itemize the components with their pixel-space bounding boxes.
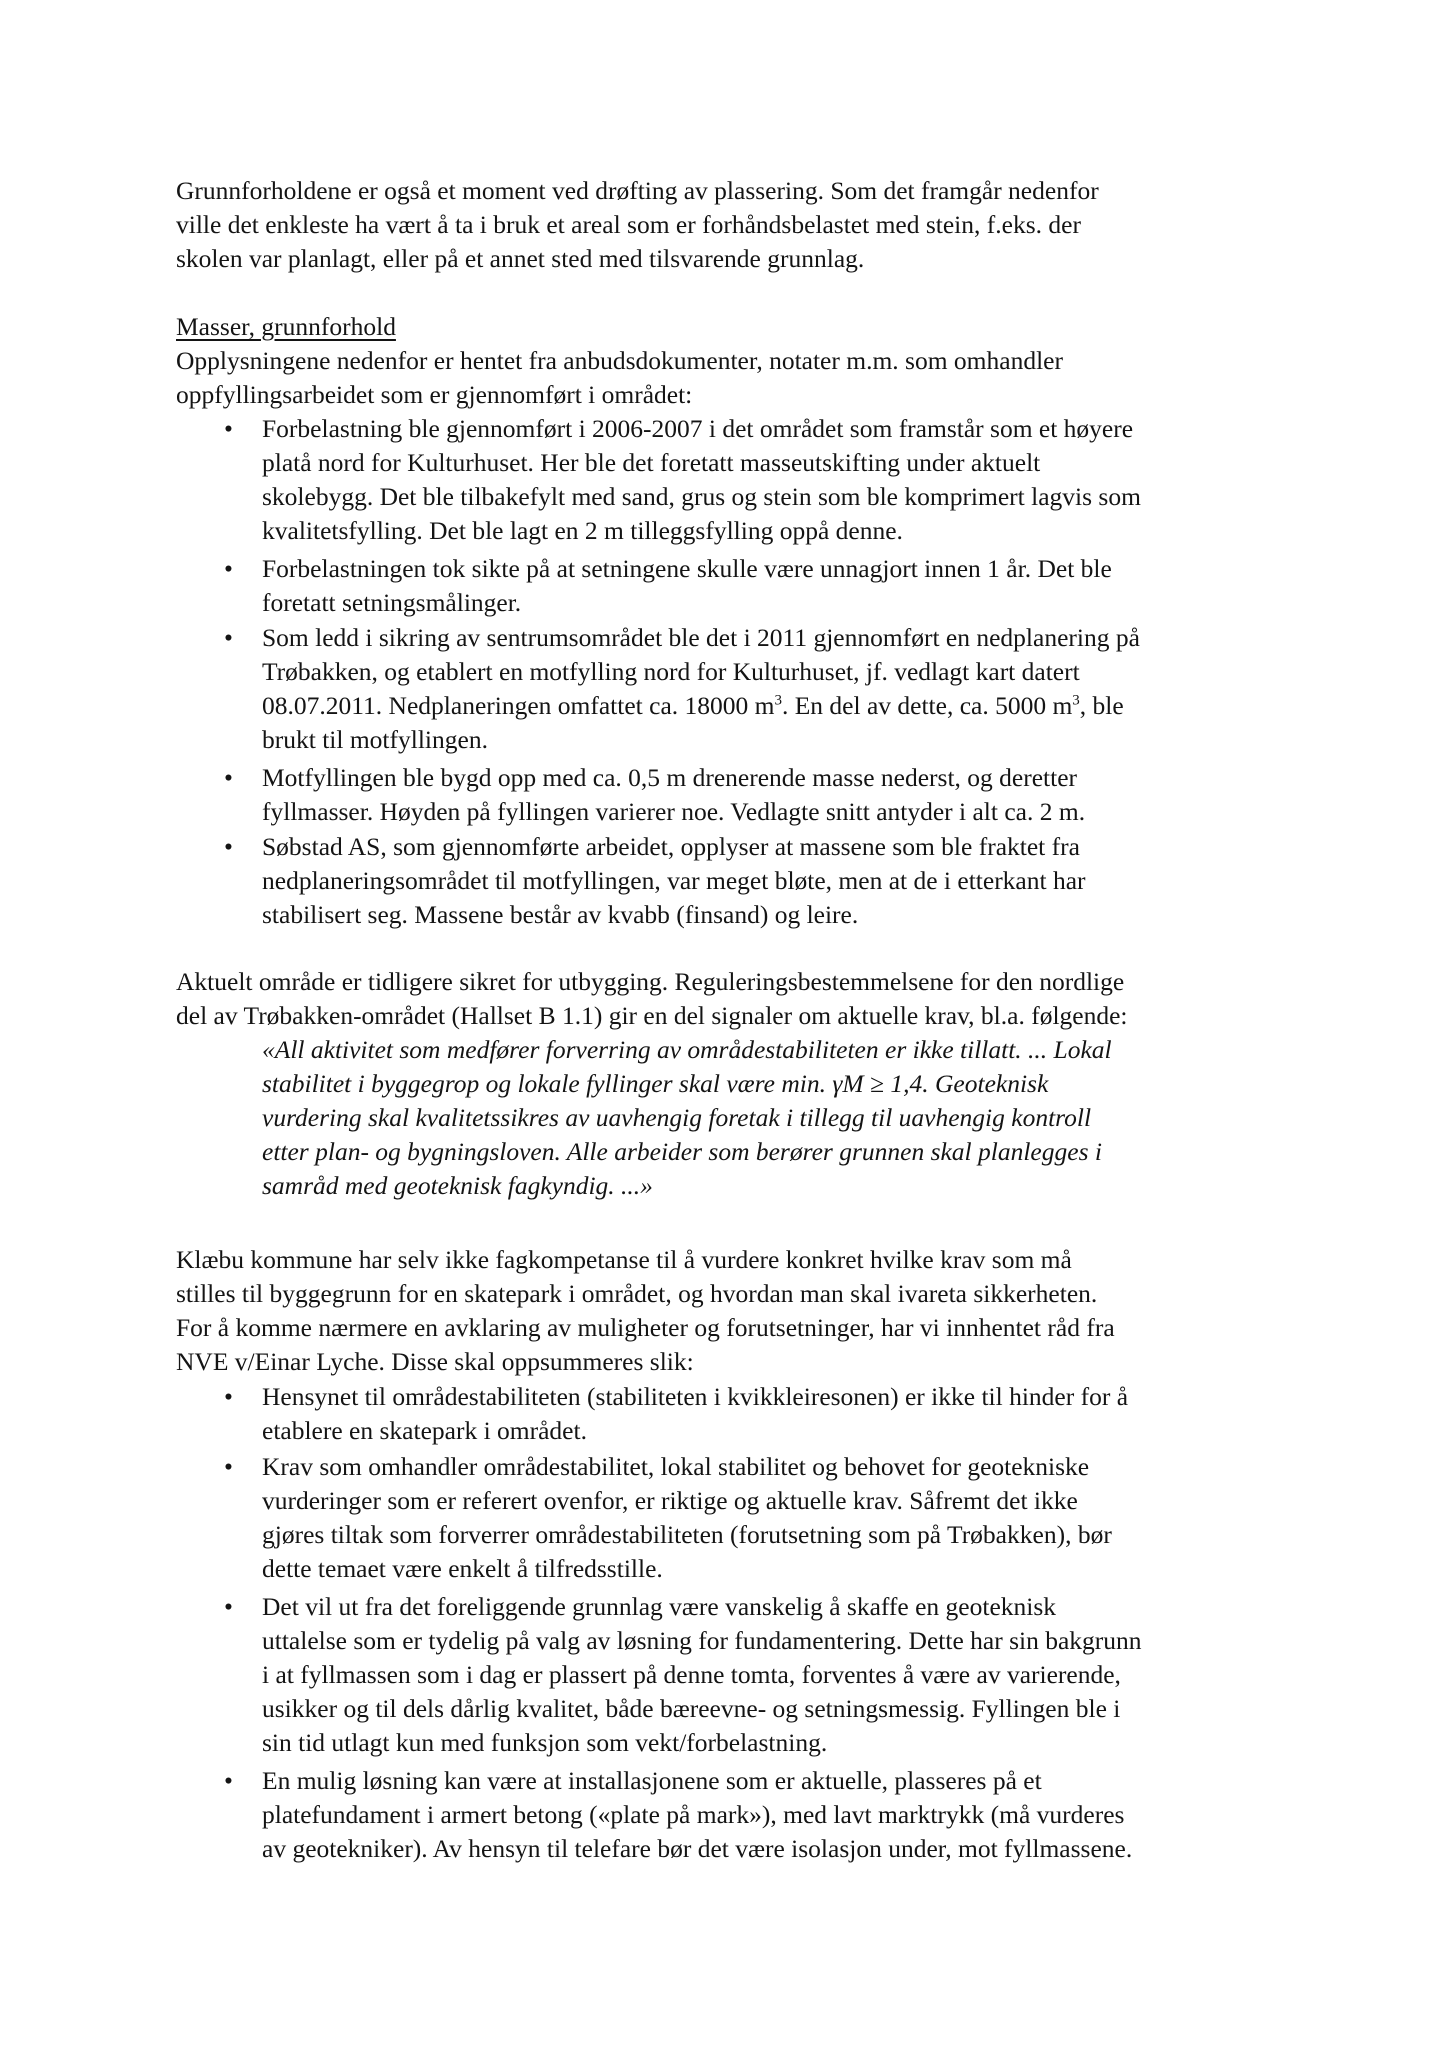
text-line: Forbelastning ble gjennomført i 2006-2007 i det området som framstår som et høyere bbox=[262, 414, 1134, 443]
text-line: «All aktivitet som medfører forverring av områdestabiliteten er ikke tillatt. ... Lokal bbox=[262, 1035, 1112, 1064]
bullet-icon: • bbox=[224, 1592, 233, 1621]
text-fragment: . En del av dette, ca. 5000 m bbox=[781, 691, 1073, 720]
paragraph-nve bbox=[176, 1243, 1291, 1379]
text-fragment: , ble bbox=[1079, 691, 1124, 720]
text-line bbox=[262, 689, 1140, 723]
text-line: del av Trøbakken-området (Hallset B 1.1) gir en del signaler om aktuelle krav, bl.a. følgende: bbox=[176, 1001, 1128, 1030]
text-line: platefundament i armert betong («plate på mark»), med lavt marktrykk (må vurderes bbox=[262, 1800, 1125, 1829]
text-line: uttalelse som er tydelig på valg av løsning for fundamentering. Dette har sin bakgrunn bbox=[262, 1626, 1142, 1655]
text-line: vurderinger som er referert ovenfor, er riktige og aktuelle krav. Såfremt det ikke bbox=[262, 1486, 1078, 1515]
text-line: Som ledd i sikring av sentrumsområdet ble det i 2011 gjennomført en nedplanering på bbox=[262, 623, 1140, 652]
list-item-text bbox=[262, 412, 1141, 548]
superscript: 3 bbox=[1072, 692, 1080, 709]
text-line: Klæbu kommune har selv ikke fagkompetanse til å vurdere konkret hvilke krav som må bbox=[176, 1245, 1072, 1274]
list-item-text bbox=[262, 552, 1112, 620]
text-line: oppfyllingsarbeidet som er gjennomført i området: bbox=[176, 380, 693, 409]
text-line: platå nord for Kulturhuset. Her ble det foretatt masseutskifting under aktuelt bbox=[262, 448, 1041, 477]
text-line: sin tid utlagt kun med funksjon som vekt/forbelastning. bbox=[262, 1728, 828, 1757]
list-item-text bbox=[262, 1590, 1142, 1760]
bullet-icon: • bbox=[224, 1452, 233, 1481]
text-line: brukt til motfyllingen. bbox=[262, 725, 488, 754]
text-line: gjøres tiltak som forverrer områdestabiliteten (forutsetning som på Trøbakken), bør bbox=[262, 1520, 1112, 1549]
text-line: etter plan- og bygningsloven. Alle arbeider som berører grunnen skal planlegges i bbox=[262, 1137, 1102, 1166]
text-line: usikker og til dels dårlig kvalitet, både bæreevne- og setningsmessig. Fyllingen ble i bbox=[262, 1694, 1121, 1723]
text-line: Trøbakken, og etablert en motfylling nord for Kulturhuset, jf. vedlagt kart datert bbox=[262, 657, 1080, 686]
text-line: Hensynet til områdestabiliteten (stabiliteten i kvikkleiresonen) er ikke til hinder for å bbox=[262, 1382, 1129, 1411]
text-line: skolebygg. Det ble tilbakefylt med sand, grus og stein som ble komprimert lagvis som bbox=[262, 482, 1141, 511]
text-line: skolen var planlagt, eller på et annet sted med tilsvarende grunnlag. bbox=[176, 244, 865, 273]
text-line: foretatt setningsmålinger. bbox=[262, 588, 522, 617]
bullet-icon: • bbox=[224, 763, 233, 792]
list-item-text bbox=[262, 761, 1085, 829]
text-line: samråd med geoteknisk fagkyndig. ...» bbox=[262, 1171, 653, 1200]
section-masser bbox=[176, 310, 1291, 412]
text-line: NVE v/Einar Lyche. Disse skal oppsummeres slik: bbox=[176, 1347, 694, 1376]
text-fragment: 08.07.2011. Nedplaneringen omfattet ca. 18000 m bbox=[262, 691, 775, 720]
paragraph-regulering bbox=[176, 965, 1291, 1033]
text-line: nedplaneringsområdet til motfyllingen, var meget bløte, men at de i etterkant har bbox=[262, 866, 1086, 895]
bullet-icon: • bbox=[224, 623, 233, 652]
text-line: Grunnforholdene er også et moment ved drøfting av plassering. Som det framgår nedenfor bbox=[176, 176, 1099, 205]
list-item-text bbox=[262, 621, 1140, 757]
list-item-text bbox=[262, 1764, 1132, 1866]
text-line: For å komme nærmere en avklaring av muligheter og forutsetninger, har vi innhentet råd fra bbox=[176, 1313, 1115, 1342]
text-line: vurdering skal kvalitetssikres av uavhengig foretak i tillegg til uavhengig kontroll bbox=[262, 1103, 1092, 1132]
bullet-icon: • bbox=[224, 414, 233, 443]
text-line: dette temaet være enkelt å tilfredsstille. bbox=[262, 1554, 663, 1583]
text-line: Søbstad AS, som gjennomførte arbeidet, opplyser at massene som ble fraktet fra bbox=[262, 832, 1080, 861]
bullet-icon: • bbox=[224, 1382, 233, 1411]
text-line: Motfyllingen ble bygd opp med ca. 0,5 m drenerende masse nederst, og deretter bbox=[262, 763, 1078, 792]
intro-paragraph bbox=[176, 174, 1291, 276]
list-item-text bbox=[262, 830, 1086, 932]
text-line: Aktuelt område er tidligere sikret for utbygging. Reguleringsbestemmelsene for den nordlige bbox=[176, 967, 1125, 996]
text-line: etablere en skatepark i området. bbox=[262, 1416, 587, 1445]
text-line: ville det enkleste ha vært å ta i bruk et areal som er forhåndsbelastet med stein, f.eks. der bbox=[176, 210, 1081, 239]
text-line: Krav som omhandler områdestabilitet, lokal stabilitet og behovet for geotekniske bbox=[262, 1452, 1090, 1481]
bullet-icon: • bbox=[224, 832, 233, 861]
text-line: stabilitet i byggegrop og lokale fyllinger skal være min. γM ≥ 1,4. Geoteknisk bbox=[262, 1069, 1049, 1098]
text-line: i at fyllmassen som i dag er plassert på denne tomta, forventes å være av varierende, bbox=[262, 1660, 1121, 1689]
section-heading: Masser, grunnforhold bbox=[176, 312, 396, 341]
list-item-text bbox=[262, 1380, 1128, 1448]
superscript: 3 bbox=[774, 692, 782, 709]
text-line: kvalitetsfylling. Det ble lagt en 2 m tilleggsfylling oppå denne. bbox=[262, 516, 903, 545]
text-line: fyllmasser. Høyden på fyllingen varierer noe. Vedlagte snitt antyder i alt ca. 2 m. bbox=[262, 797, 1086, 826]
text-line: av geotekniker). Av hensyn til telefare bør det være isolasjon under, mot fyllmassene. bbox=[262, 1834, 1133, 1863]
block-quote bbox=[262, 1033, 1112, 1203]
text-line: Forbelastningen tok sikte på at setningene skulle være unnagjort innen 1 år. Det ble bbox=[262, 554, 1112, 583]
text-line: En mulig løsning kan være at installasjonene som er aktuelle, plasseres på et bbox=[262, 1766, 1042, 1795]
text-line: Det vil ut fra det foreliggende grunnlag være vanskelig å skaffe en geoteknisk bbox=[262, 1592, 1057, 1621]
bullet-icon: • bbox=[224, 554, 233, 583]
text-line: stilles til byggegrunn for en skatepark i området, og hvordan man skal ivareta sikkerheten. bbox=[176, 1279, 1098, 1308]
bullet-icon: • bbox=[224, 1766, 233, 1795]
list-item-text bbox=[262, 1450, 1112, 1586]
text-line: Opplysningene nedenfor er hentet fra anbudsdokumenter, notater m.m. som omhandler bbox=[176, 346, 1063, 375]
text-line: stabilisert seg. Massene består av kvabb (finsand) og leire. bbox=[262, 900, 859, 929]
